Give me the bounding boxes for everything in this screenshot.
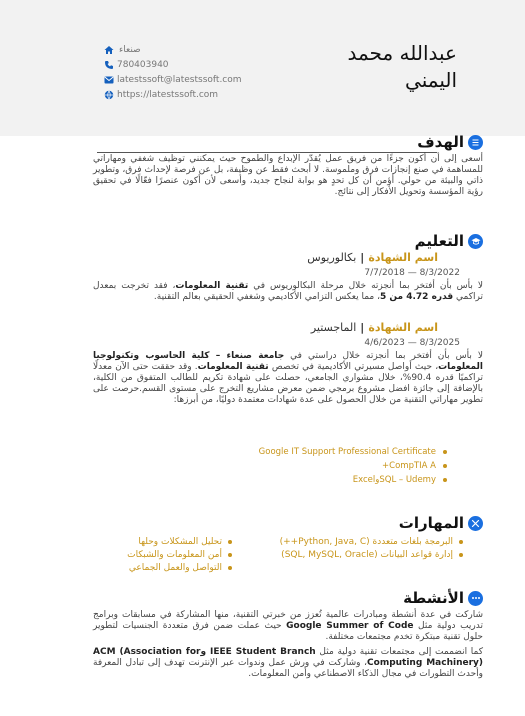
education-title [415, 232, 483, 250]
degree-level-2: الماجستير [310, 321, 357, 334]
activities-p1-b: حيث عملت ضمن فرق متعددة الجنسيات لتطوير حلول تقنية مبتكرة تخدم مجتمعات مختلفة. [93, 621, 483, 642]
envelope-icon [102, 76, 116, 84]
certificate-text: CompTIA A+ [382, 461, 436, 471]
contact-email-text: latestssoft@latestssoft.com [117, 74, 242, 85]
activities-title [403, 589, 483, 607]
degree-text-1-bold-a: تقنية المعلومات [175, 281, 249, 291]
bullet-icon [443, 478, 447, 482]
activities-paragraph-2 [93, 647, 483, 680]
objective-text: أسعى إلى أن أكون جزءًا من فريق عمل يُقدّر الإبداع والطموح حيث يمكنني توظيف شغفي ومهاراتي للمساهمة في صنع إنجازات فرق وملموسة. لا أبحث فقط عن وظيفة، بل عن فرصة لإحداث فرق، وتطوير ذاتي والبيئة من حولي. أؤمن أن كل تحدٍ هو بوابة لنجاح جديد، وأسعى لأن أكون عنصرًا فعّالًا في تحقيق رؤية المؤسسة وتحويل الأفكار إلى نتائج. [93, 154, 483, 197]
tools-icon [468, 516, 483, 531]
certificate-text: Google IT Support Professional Certificate [258, 447, 436, 457]
skill-text: إدارة قواعد البيانات (SQL, MySQL, Oracle) [281, 549, 453, 560]
activities-p2-b: ، وشاركت في ورش عمل وندوات عبر الإنترنت تهدف إلى تبادل المعرفة وأحدث التطورات في مجال الذكاء الاصطناعي وأمن المعلومات. [93, 658, 483, 679]
skill-text: تحليل المشكلات وحلها [138, 536, 222, 547]
degree-text-2-part-b: ، حيث أواصل مسيرتي الأكاديمية في تخصص [268, 362, 439, 372]
degree-text-2-part-c: . وقد حققت حتى الآن معدلًا تراكميًا قدره 90.4%، خلال مشواري الجامعي، حصلت على شهادة تكريم للطالب المتفوق من الكلية، بالإضافة إلى جائزة افضل مشروع برمجي ضمن معرض مشاريع التخرج على مستوى القسم.حرصت على تطوير مهاراتي التقنية من خلال الحصول على عدة شهادات معتمدة دوليًا، من أبرزها: [93, 362, 483, 405]
degree-text-2 [93, 351, 483, 406]
skill-item [127, 535, 232, 548]
degree-name-2: اسم الشهادة [368, 321, 438, 334]
degree-text-1-part-a: لا بأس بأن أفتخر بما أنجزته خلال مرحلة البكالوريوس في [248, 281, 484, 291]
certificate-text: SQL – UdemyوExcel [352, 475, 436, 485]
skill-text: البرمجة بلغات متعددة (Python, Java, C++) [279, 536, 453, 547]
objective-divider [97, 152, 437, 153]
skill-item [127, 561, 232, 574]
skills-column-right [280, 535, 463, 561]
certificate-list [259, 445, 447, 487]
skill-item [280, 548, 463, 561]
contact-website-text: https://latestssoft.com [117, 89, 219, 100]
activities-p1-a: شاركت في عدة أنشطة ومبادرات عالمية تُعزز من خبرتي التقنية، منها المشاركة في مسابقات وبرامج تدريب دولية مثل [93, 610, 483, 631]
globe-icon [102, 90, 116, 100]
full-name: عبدالله محمد اليمني [347, 41, 457, 92]
activities-paragraph-1 [93, 610, 483, 643]
degree-level-1: بكالوريوس [307, 251, 357, 264]
degree-name-1: اسم الشهادة [368, 251, 438, 264]
bullet-icon [459, 540, 463, 544]
home-icon [102, 45, 116, 55]
bullet-icon [443, 464, 447, 468]
skill-text: أمن المعلومات والشبكات [127, 549, 222, 560]
objective-title-text: الهدف [417, 133, 464, 151]
degree-text-1-part-c: ، مما يعكس التزامي الأكاديمي وشغفي الحقيقي بعالم التقنية. [153, 292, 380, 302]
degree-text-1 [93, 281, 483, 303]
certificate-item [259, 459, 447, 473]
degree-text-1-part-b: ، فقد تخرجت بمعدل تراكمي [93, 281, 483, 302]
contact-phone-text: 780403940 [117, 59, 169, 70]
skills-title [399, 514, 483, 532]
bullet-icon [228, 540, 232, 544]
objective-title [417, 133, 483, 151]
graduation-cap-icon [468, 234, 483, 249]
degree-dates-1: 7/7/2018 — 8/3/2022 [364, 268, 460, 278]
contact-city [102, 42, 242, 57]
degree-heading-2 [311, 321, 438, 334]
bullet-icon [443, 450, 447, 454]
certificate-item [259, 445, 447, 459]
degree-text-2-part-a: لا بأس بأن أفتخر بما أنجزته خلال دراستي في [284, 351, 483, 361]
header-band [0, 0, 525, 136]
activities-p1-bold: Google Summer of Code [286, 621, 414, 631]
activities-p2-a: كما انضممت إلى مجتمعات تقنية دولية مثل [315, 647, 484, 657]
skills-title-text: المهارات [398, 514, 464, 532]
skill-text: التواصل والعمل الجماعي [128, 562, 222, 573]
skill-item [280, 535, 463, 548]
contact-city-text: صنعاء [119, 44, 141, 55]
contact-website[interactable] [102, 87, 242, 102]
bullet-icon [228, 553, 232, 557]
contact-block [102, 42, 242, 102]
contact-email[interactable] [102, 72, 242, 87]
bullet-icon [228, 566, 232, 570]
dots-icon [468, 591, 483, 606]
skill-item [127, 548, 232, 561]
degree-text-2-bold-a: جامعة صنعاء – كلية الحاسوب وتكنولوجيا المعلومات [93, 351, 483, 372]
activities-title-text: الأنشطة [403, 589, 464, 607]
degree-separator-1: | [360, 251, 365, 264]
degree-dates-2: 4/6/2023 — 8/3/2025 [364, 338, 460, 348]
skills-column-left [127, 535, 232, 574]
certificate-item [259, 473, 447, 487]
degree-heading-1 [307, 251, 438, 264]
contact-phone [102, 57, 242, 72]
degree-separator-2: | [360, 321, 365, 334]
phone-icon [102, 60, 116, 70]
list-icon [468, 135, 483, 150]
activities-p2-bold: IEEE Student Branch وACM (Association for Computing Machinery) [93, 647, 483, 668]
education-title-text: التعليم [414, 232, 464, 250]
degree-text-2-bold-b: تقنية المعلومات [197, 362, 269, 372]
degree-text-1-bold-b: قدره 4.72 من 5 [380, 292, 454, 302]
bullet-icon [459, 553, 463, 557]
